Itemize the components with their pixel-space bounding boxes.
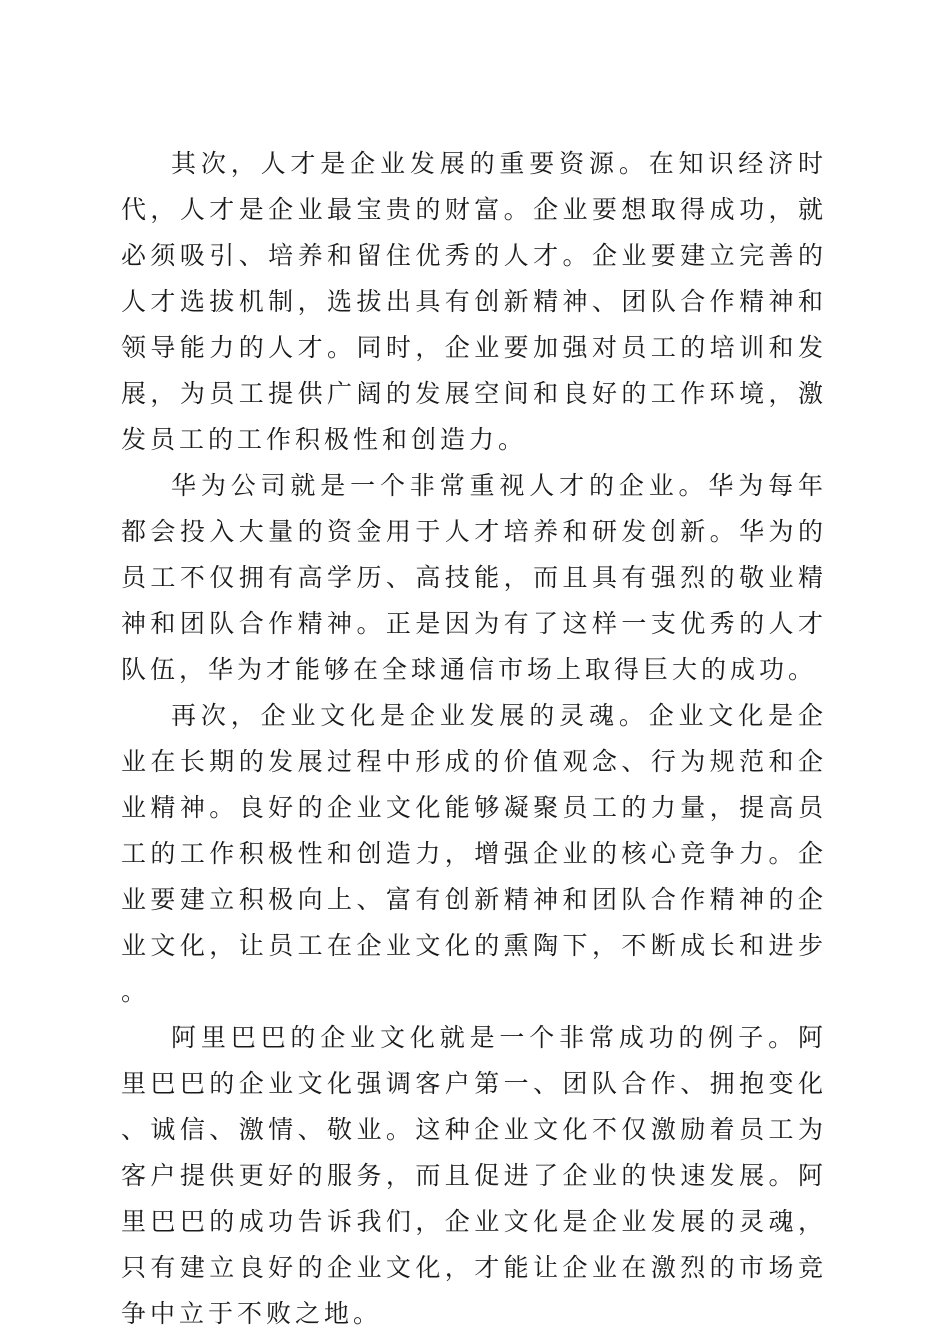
paragraph-culture: 再次，企业文化是企业发展的灵魂。企业文化是企业在长期的发展过程中形成的价值观念、行为规范和企业精神。良好的企业文化能够凝聚员工的力量，提高员工的工作积极性和创造力，增强企业的核心竞争力。企业要建立积极向上、富有创新精神和团队合作精神的企业文化，让员工在企业文化的熏陶下，不断成长和进步。 [121, 701, 827, 1006]
document-body [121, 141, 827, 1337]
paragraph-huawei: 华为公司就是一个非常重视人才的企业。华为每年都会投入大量的资金用于人才培养和研发创新。华为的员工不仅拥有高学历、高技能，而且具有强烈的敬业精神和团队合作精神。正是因为有了这样一支优秀的人才队伍，华为才能够在全球通信市场上取得巨大的成功。 [121, 471, 827, 684]
paragraph-alibaba: 阿里巴巴的企业文化就是一个非常成功的例子。阿里巴巴的企业文化强调客户第一、团队合作、拥抱变化、诚信、激情、敬业。这种企业文化不仅激励着员工为客户提供更好的服务，而且促进了企业的快速发展。阿里巴巴的成功告诉我们，企业文化是企业发展的灵魂，只有建立良好的企业文化，才能让企业在激烈的市场竞争中立于不败之地。 [121, 1023, 827, 1328]
paragraph-talent: 其次，人才是企业发展的重要资源。在知识经济时代，人才是企业最宝贵的财富。企业要想取得成功，就必须吸引、培养和留住优秀的人才。企业要建立完善的人才选拔机制，选拔出具有创新精神、团队合作精神和领导能力的人才。同时，企业要加强对员工的培训和发展，为员工提供广阔的发展空间和良好的工作环境，激发员工的工作积极性和创造力。 [121, 149, 827, 454]
